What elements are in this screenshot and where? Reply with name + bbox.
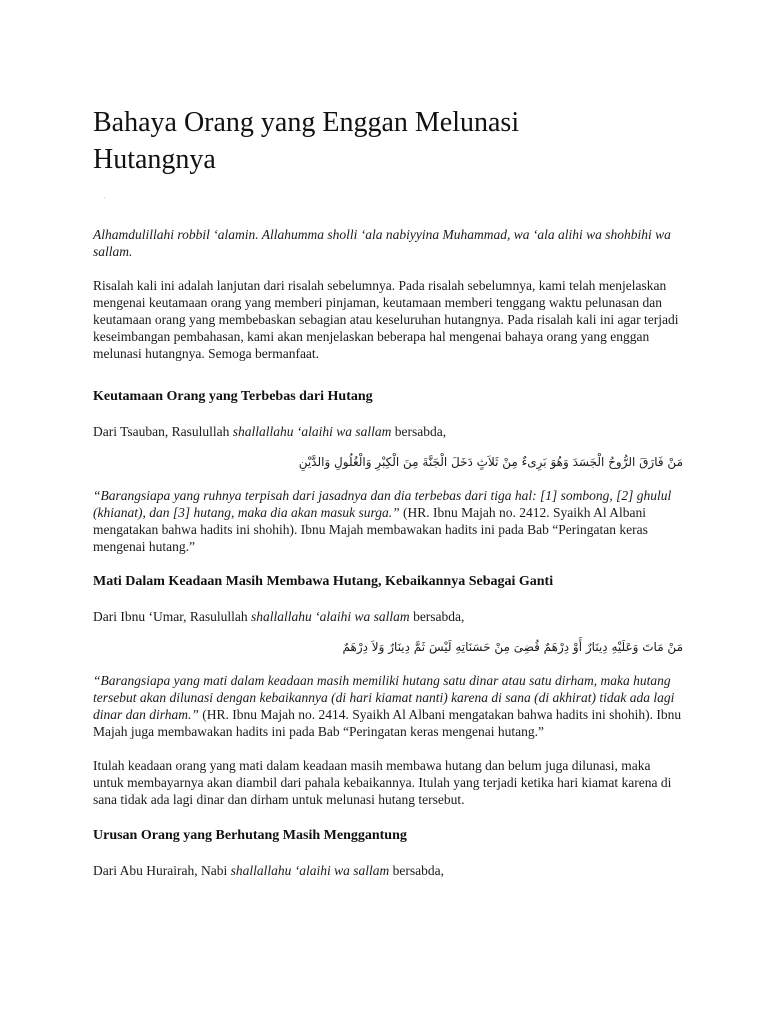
translation-quote: “Barangsiapa yang ruhnya terpisah dari jasadnya dan dia terbebas dari tiga hal: [1] sombong, [2] ghulul (khianat), dan [3] hutang, maka dia akan masuk surga.” (93, 488, 672, 520)
lead-text: Dari Tsauban, Rasulullah (93, 424, 233, 439)
lead-suffix: bersabda, (389, 863, 444, 878)
section-1-arabic-hadith: مَنْ فَارَقَ الرُّوحُ الْجَسَدَ وَهُوَ بَرِىءٌ مِنْ ثَلاَثٍ دَخَلَ الْجَنَّةَ مِنَ الْكِبْرِ وَالْغُلُولِ وَالدَّيْنِ (298, 455, 683, 469)
translation-quote: “Barangsiapa yang mati dalam keadaan masih memiliki hutang satu dinar atau satu dirham, maka hutang tersebut akan dilunasi dengan kebaikannya (di hari kiamat nanti) karena di sana (di akhirat) tidak ada lagi dinar dan dirham.” (93, 673, 675, 722)
translation-source: (HR. Ibnu Majah no. 2412. Syaikh Al Albani mengatakan bahwa hadits ini shohih). Ibnu Majah membawakan hadits ini pada Bab “Peringatan keras mengenai hutang.” (93, 505, 648, 554)
lead-salawat: shallallahu ‘alaihi wa sallam (230, 863, 390, 878)
section-2-arabic-hadith: مَنْ مَاتَ وَعَلَيْهِ دِينَارٌ أَوْ دِرْهَمٌ قُضِىَ مِنْ حَسَنَاتِهِ لَيْسَ ثَمَّ دِينَارٌ وَلاَ دِرْهَمٌ (342, 640, 683, 654)
translation-source: (HR. Ibnu Majah no. 2414. Syaikh Al Albani mengatakan bahwa hadits ini shohih). Ibnu Majah juga membawakan hadits ini pada Bab “Peringatan keras mengenai hutang.” (93, 707, 682, 739)
section-2-translation (93, 672, 683, 740)
section-1-translation (93, 487, 683, 555)
lead-salawat: shallallahu ‘alaihi wa sallam (232, 424, 392, 439)
lead-suffix: bersabda, (409, 609, 465, 624)
lead-salawat: shallallahu ‘alaihi wa sallam (251, 609, 410, 624)
section-2-lead (93, 608, 683, 625)
section-3-lead (93, 862, 683, 879)
lead-suffix: bersabda, (391, 424, 447, 439)
section-heading-3: Urusan Orang yang Berhutang Masih Menggantung (93, 828, 407, 843)
section-heading-2: Mati Dalam Keadaan Masih Membawa Hutang, Kebaikannya Sebagai Ganti (93, 574, 554, 589)
title-line-1: Bahaya Orang yang Enggan Melunasi (93, 107, 520, 138)
section-2-closing: Itulah keadaan orang yang mati dalam keadaan masih membawa hutang dan belum juga dilunasi, maka untuk membayarnya akan diambil dari pahala kebaikannya. Itulah yang terjadi ketika hari kiamat karena di sana tidak ada lagi dinar dan dirham untuk melunasi hutang tersebut. (93, 758, 672, 807)
document-title (93, 104, 683, 178)
document-page (93, 104, 683, 879)
decorative-dot: · (103, 194, 106, 203)
lead-text: Dari Abu Hurairah, Nabi (93, 863, 231, 878)
section-heading-1: Keutamaan Orang yang Terbebas dari Hutang (93, 389, 373, 404)
intro-paragraph: Risalah kali ini adalah lanjutan dari risalah sebelumnya. Pada risalah sebelumnya, kami telah menjelaskan mengenai keutamaan orang yang memberi pinjaman, keutamaan memberi tenggang waktu pelunasan dan keutamaan orang yang membebaskan sebagian atau keseluruhan hutangnya. Pada risalah kali ini agar terjadi keseimbangan pembahasan, kami akan menjelaskan beberapa hal mengenai bahaya orang yang enggan melunasi hutangnya. Semoga bermanfaat. (93, 278, 679, 361)
opening-praise: Alhamdulillahi robbil ‘alamin. Allahumma sholli ‘ala nabiyyina Muhammad, wa ‘ala alihi wa shohbihi wa sallam. (93, 227, 671, 259)
lead-text: Dari Ibnu ‘Umar, Rasulullah (93, 609, 252, 624)
section-1-lead (93, 423, 683, 440)
title-line-2: Hutangnya (93, 144, 216, 175)
